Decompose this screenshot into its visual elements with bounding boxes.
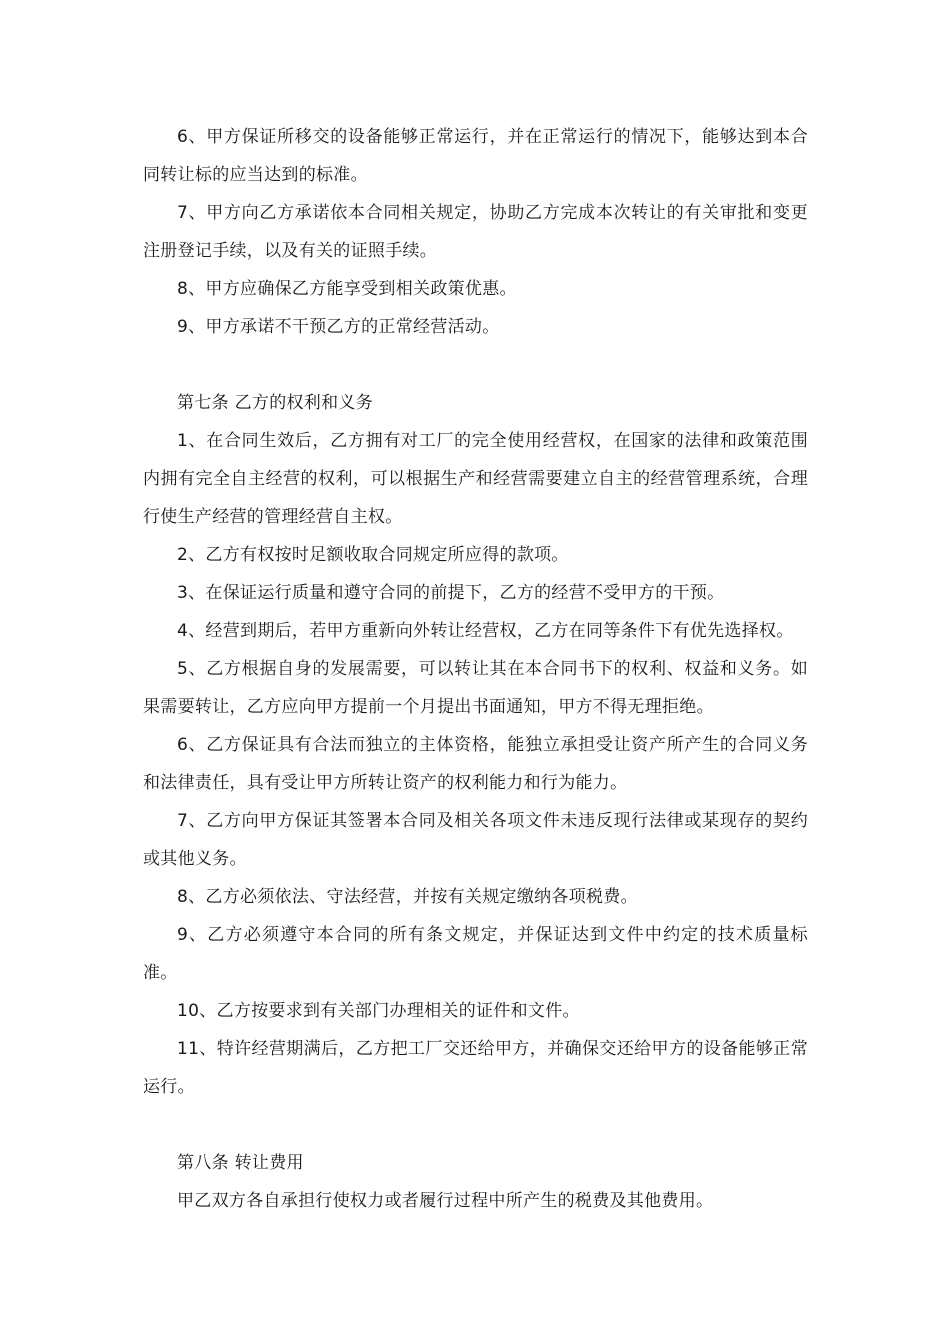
party-b-clause-7: 7、乙方向甲方保证其签署本合同及相关各项文件未违反现行法律或某现存的契约或其他义务。 [143,811,808,869]
section-gap [143,346,808,384]
party-a-clause-7: 7、甲方向乙方承诺依本合同相关规定，协助乙方完成本次转让的有关审批和变更注册登记手续，以及有关的证照手续。 [143,203,808,261]
article-8-heading: 第八条 转让费用 [177,1153,304,1173]
article-8-text: 甲乙双方各自承担行使权力或者履行过程中所产生的税费及其他费用。 [177,1191,714,1211]
party-a-clause-6: 6、甲方保证所移交的设备能够正常运行，并在正常运行的情况下，能够达到本合同转让标的应当达到的标准。 [143,127,808,185]
party-b-clause-4: 4、经营到期后，若甲方重新向外转让经营权，乙方在同等条件下有优先选择权。 [177,621,794,641]
document-body [143,118,808,1220]
section-gap [143,1106,808,1144]
party-b-clause-1: 1、在合同生效后，乙方拥有对工厂的完全使用经营权，在国家的法律和政策范围内拥有完全自主经营的权利，可以根据生产和经营需要建立自主的经营管理系统，合理行使生产经营的管理经营自主权。 [143,431,808,527]
party-b-clause-5: 5、乙方根据自身的发展需要，可以转让其在本合同书下的权利、权益和义务。如果需要转让，乙方应向甲方提前一个月提出书面通知，甲方不得无理拒绝。 [143,659,808,717]
party-b-clause-11: 11、特许经营期满后，乙方把工厂交还给甲方，并确保交还给甲方的设备能够正常运行。 [143,1039,808,1097]
party-a-clause-8: 8、甲方应确保乙方能享受到相关政策优惠。 [177,279,517,299]
party-a-clause-9: 9、甲方承诺不干预乙方的正常经营活动。 [177,317,500,337]
party-b-clause-2: 2、乙方有权按时足额收取合同规定所应得的款项。 [177,545,569,565]
party-b-clause-10: 10、乙方按要求到有关部门办理相关的证件和文件。 [177,1001,580,1021]
party-b-clause-3: 3、在保证运行质量和遵守合同的前提下，乙方的经营不受甲方的干预。 [177,583,725,603]
party-b-clause-8: 8、乙方必须依法、守法经营，并按有关规定缴纳各项税费。 [177,887,638,907]
party-b-clause-9: 9、乙方必须遵守本合同的所有条文规定，并保证达到文件中约定的技术质量标准。 [143,925,808,983]
party-b-clause-6: 6、乙方保证具有合法而独立的主体资格，能独立承担受让资产所产生的合同义务和法律责任，具有受让甲方所转让资产的权利能力和行为能力。 [143,735,808,793]
article-7-heading: 第七条 乙方的权利和义务 [177,393,374,413]
